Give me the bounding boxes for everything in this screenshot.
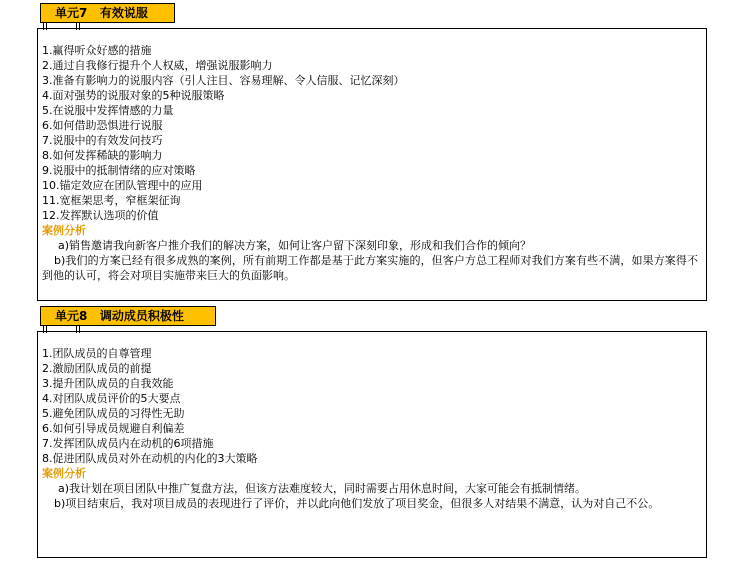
case-paragraph: a)我计划在项目团队中推广复盘方法，但该方法难度较大，同时需要占用休息时间，大家可能会有抵制情绪。 (58, 482, 587, 495)
list-item: 6.如何引导成员规避自利偏差 (42, 422, 185, 435)
list-item: 4.对团队成员评价的5大要点 (42, 392, 181, 405)
list-item: 8.促进团队成员对外在动机的内化的3大策略 (42, 452, 258, 465)
list-item: 3.准备有影响力的说服内容（引人注目、容易理解、令人信服、记忆深刻） (42, 74, 405, 87)
list-item: 7.说服中的有效发问技巧 (42, 134, 163, 147)
list-item: 12.发挥默认选项的价值 (42, 209, 159, 222)
list-item: 1.赢得听众好感的措施 (42, 44, 152, 57)
list-item: 1.团队成员的自尊管理 (42, 347, 152, 360)
list-item: 8.如何发挥稀缺的影响力 (42, 149, 163, 162)
list-item: 6.如何借助恐惧进行说服 (42, 119, 163, 132)
list-item: 9.说服中的抵制情绪的应对策略 (42, 164, 196, 177)
list-item: 2.通过自我修行提升个人权威，增强说服影响力 (42, 59, 273, 72)
list-item: 4.面对强势的说服对象的5种说服策略 (42, 89, 225, 102)
case-analysis-heading: 案例分析 (42, 467, 86, 480)
case-paragraph: b)项目结束后，我对项目成员的表现进行了评价，并以此向他们发放了项目奖金，但很多人对结果不满意，认为对自己不公。 (54, 497, 660, 510)
list-item: 5.避免团队成员的习得性无助 (42, 407, 185, 420)
case-analysis-heading: 案例分析 (42, 224, 86, 237)
section-7-tab: 单元7 有效说服 (40, 3, 175, 23)
section-8-tab: 单元8 调动成员积极性 (40, 306, 216, 326)
case-paragraph: b)我们的方案已经有很多成熟的案例，所有前期工作都是基于此方案实施的，但客户方总工程师对我们方案有些不满，如果方案得不到他的认可，将会对项目实施带来巨大的负面影响。 (42, 254, 698, 282)
case-paragraph: a)销售邀请我向新客户推介我们的解决方案，如何让客户留下深刻印象，形成和我们合作的倾向？ (58, 239, 532, 252)
section-8-items (42, 346, 698, 511)
list-item: 2.激励团队成员的前提 (42, 362, 152, 375)
list-item: 11.宽框架思考，窄框架征询 (42, 194, 181, 207)
list-item: 5.在说服中发挥情感的力量 (42, 104, 174, 117)
section-7-box (37, 28, 707, 301)
list-item: 7.发挥团队成员内在动机的6项措施 (42, 437, 214, 450)
list-item: 10.锚定效应在团队管理中的应用 (42, 179, 203, 192)
list-item: 3.提升团队成员的自我效能 (42, 377, 174, 390)
section-7-items (42, 43, 698, 283)
section-8-box (37, 331, 707, 558)
